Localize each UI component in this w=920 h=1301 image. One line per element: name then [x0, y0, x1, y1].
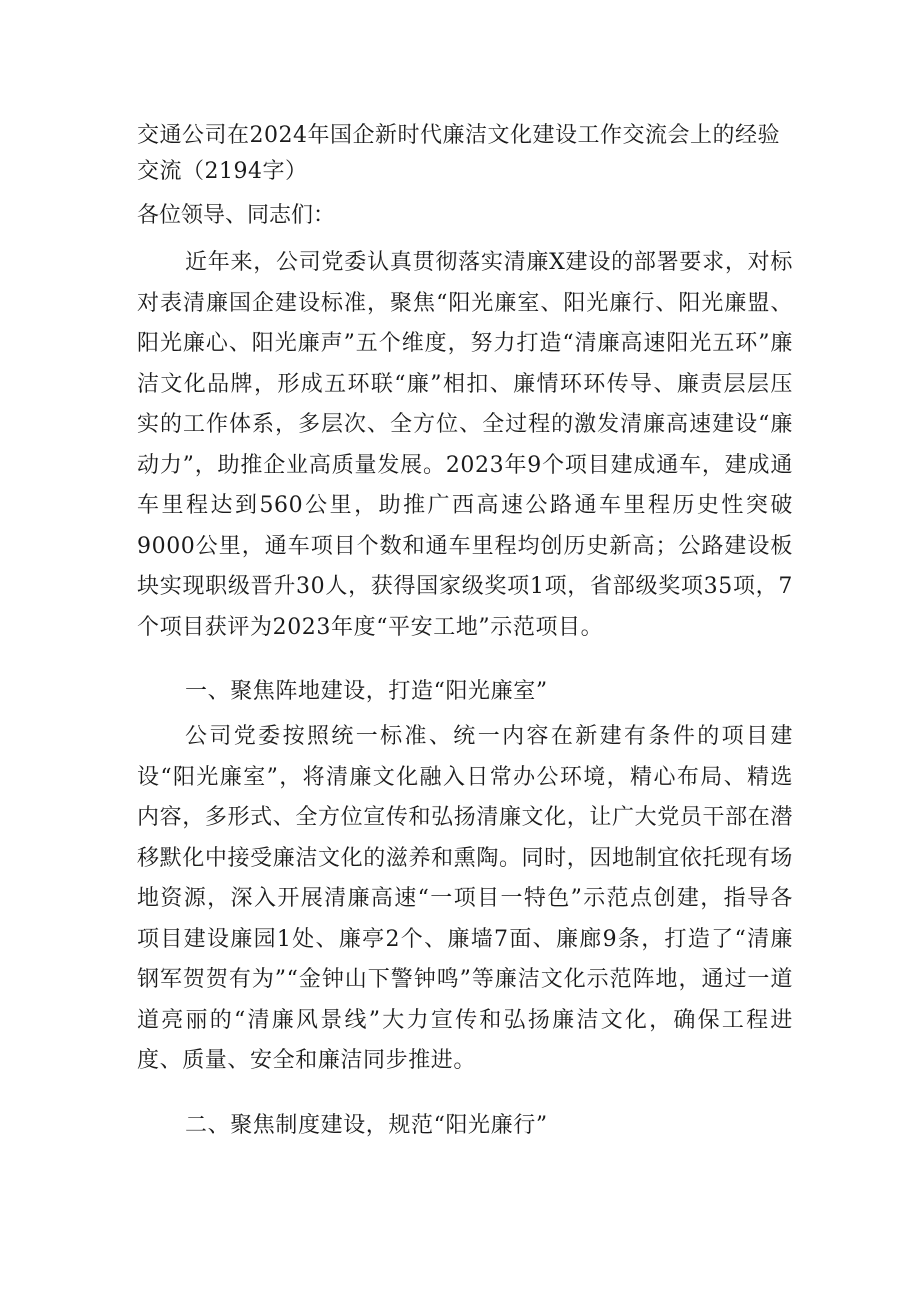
- section-1-heading: 一、聚焦阵地建设，打造“阳光廉室”: [185, 679, 548, 704]
- section-1-body: 公司党委按照统一标准、统一内容在新建有条件的项目建设“阳光廉室”，将清廉文化融入日常办公环境，精心布局、精选内容，多形式、全方位宣传和弘扬清廉文化，让广大党员干部在潜移默化中接受廉洁文化的滋养和熏陶。同时，因地制宜依托现有场地资源，深入开展清廉高速“一项目一特色”示范点创建，指导各项目建设廉园1处、廉亭2个、廉墙7面、廉廊9条，打造了“清廉钢军贺贺有为”“金钟山下警钟鸣”等廉洁文化示范阵地，通过一道道亮丽的“清廉风景线”大力宣传和弘扬廉洁文化，确保工程进度、质量、安全和廉洁同步推进。: [137, 724, 793, 1073]
- intro-paragraph: 近年来，公司党委认真贯彻落实清廉X建设的部署要求，对标对表清廉国企建设标准，聚焦“阳光廉室、阳光廉行、阳光廉盟、阳光廉心、阳光廉声”五个维度，努力打造“清廉高速阳光五环”廉洁文化品牌，形成五环联“廉”相扣、廉情环环传导、廉责层层压实的工作体系，多层次、全方位、全过程的激发清廉高速建设“廉动力”，助推企业高质量发展。2023年9个项目建成通车，建成通车里程达到560公里，助推广西高速公路通车里程历史性突破9000公里，通车项目个数和通车里程均创历史新高；公路建设板块实现职级晋升30人，获得国家级奖项1项，省部级奖项35项，7个项目获评为2023年度“平安工地”示范项目。: [137, 250, 793, 640]
- salutation: 各位领导、同志们：: [137, 203, 336, 228]
- section-2-heading: 二、聚焦制度建设，规范“阳光廉行”: [185, 1113, 548, 1138]
- document-title: 交通公司在2024年国企新时代廉洁文化建设工作交流会上的经验交流（2194字）: [137, 123, 780, 184]
